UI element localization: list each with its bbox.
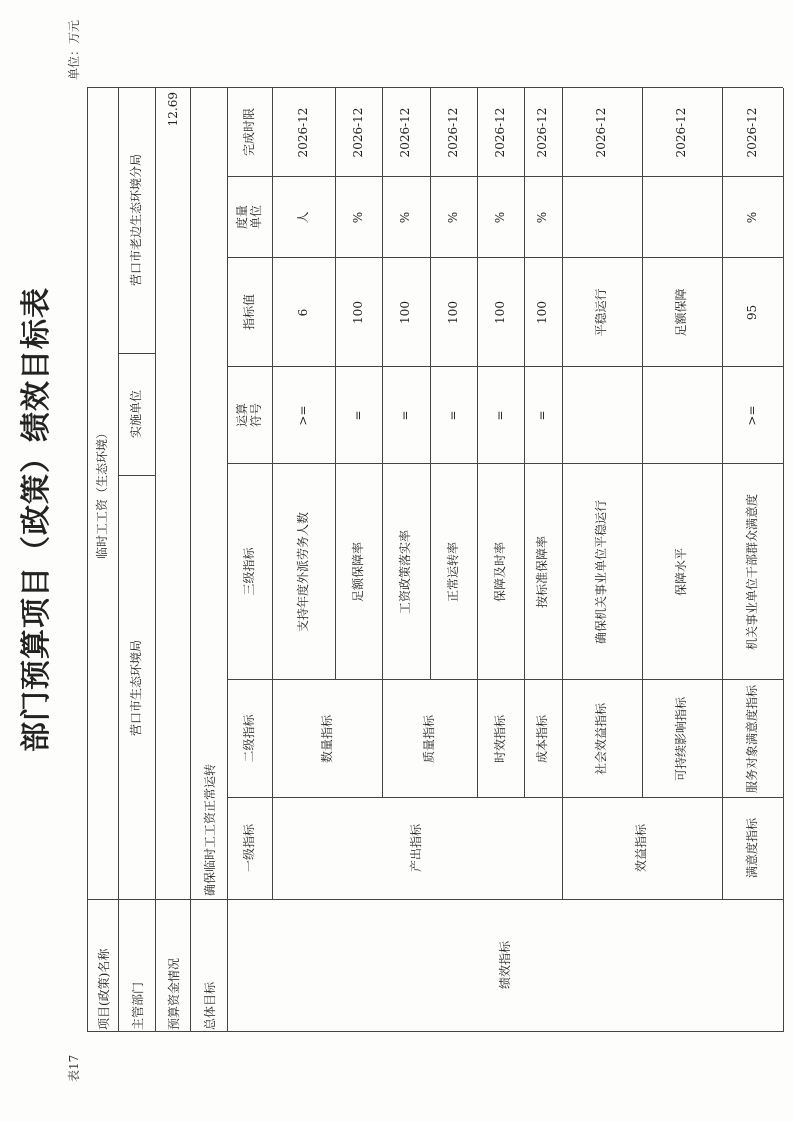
goal-value: 确保临时工工资正常运转 [202,763,217,896]
header-level3: 三级指标 [242,547,257,596]
operator: = [350,410,365,421]
impl-label: 实施单位 [129,390,144,439]
measure-unit: 人 [296,211,311,224]
level2-indicator: 时效指标 [492,715,507,764]
indicator-value: 100 [445,301,460,324]
indicator-value: 足额保障 [674,288,689,337]
header-op-text: 运算符号 [235,403,263,428]
indicator-value: 6 [296,308,311,317]
measure-unit: % [535,211,550,224]
form-number: 表17 [67,1054,81,1082]
measure-unit: % [492,211,507,224]
level2-indicator: 成本指标 [535,715,550,764]
level2-indicator: 质量指标 [421,715,436,764]
indicator-value: 100 [398,301,413,324]
level3-indicator: 支持年度外派劳务人数 [296,512,311,633]
header-unit [228,177,272,257]
level3-indicator: 确保机关事业单位平稳运行 [594,500,609,645]
indicator-value: 平稳运行 [594,288,609,337]
deadline: 2026-12 [350,107,365,158]
operator: = [492,410,507,421]
level3-indicator: 保障水平 [674,548,689,597]
page-title: 部门预算项目（政策）绩效目标表 [19,287,54,752]
grid-vline [227,257,783,258]
project-name-label: 项目(政策)名称 [96,948,111,1030]
grid-vline [118,475,155,476]
group-output: 产出指标 [409,824,424,873]
perf-label: 绩效指标 [497,941,512,990]
level2-indicator: 数量指标 [319,715,334,764]
level2-indicator: 社会效益指标 [594,703,609,776]
indicator-value: 100 [350,301,365,324]
operator: = [445,410,460,421]
level3-indicator: 正常运转率 [445,542,460,603]
measure-unit: % [744,211,759,224]
level2-indicator: 可持续影响指标 [674,697,689,782]
indicator-value: 95 [744,304,759,321]
budget-label: 预算资金情况 [166,957,181,1030]
header-unit-text: 度量单位 [235,205,263,230]
deadline: 2026-12 [445,107,460,158]
group-benefit: 效益指标 [634,824,649,873]
grid-vline [227,679,783,680]
operator: >= [744,405,759,426]
indicator-value: 100 [535,301,550,324]
dept-value: 营口市生态环境局 [129,640,144,737]
header-level2: 二级指标 [242,714,257,763]
indicator-value: 100 [492,301,507,324]
level3-indicator: 保障及时率 [492,542,507,603]
level2-indicator: 服务对象满意度指标 [744,685,759,794]
project-name-value: 临时工工资（生态环境） [95,427,110,560]
group-satisfaction: 满意度指标 [745,818,760,879]
grid-vline [227,176,783,177]
dept-label: 主管部门 [130,981,145,1030]
deadline: 2026-12 [535,107,550,158]
deadline: 2026-12 [594,107,609,158]
goal-label: 总体目标 [202,981,217,1030]
grid-vline [227,463,783,464]
level3-indicator: 足额保障率 [350,542,365,603]
measure-unit: % [398,211,413,224]
header-deadline: 完成时限 [242,108,257,157]
grid-hline [783,88,784,680]
measure-unit: % [445,211,460,224]
deadline: 2026-12 [398,107,413,158]
grid-vline [227,366,783,367]
budget-value: 12.69 [166,92,180,127]
deadline: 2026-12 [296,107,311,158]
grid-vline [87,87,783,88]
grid-vline [87,1031,783,1032]
level3-indicator: 工资政策落实率 [398,530,413,615]
operator: = [398,410,413,421]
measure-unit [562,178,642,257]
header-op [228,367,272,463]
operator: >= [296,405,311,426]
deadline: 2026-12 [674,107,689,158]
header-value: 指标值 [242,294,257,331]
deadline: 2026-12 [744,107,759,158]
operator [642,368,722,463]
impl-value: 营口市老边生态环境分局 [129,154,144,287]
header-level1: 一级指标 [242,824,257,873]
deadline: 2026-12 [492,107,507,158]
operator [562,368,642,463]
operator: = [535,410,550,421]
measure-unit: % [350,211,365,224]
level3-indicator: 按标准保障率 [535,536,550,609]
measure-unit [642,178,722,257]
level3-indicator: 机关事业单位干部群众满意度 [744,494,759,651]
unit-label: 单位：万元 [67,19,81,80]
